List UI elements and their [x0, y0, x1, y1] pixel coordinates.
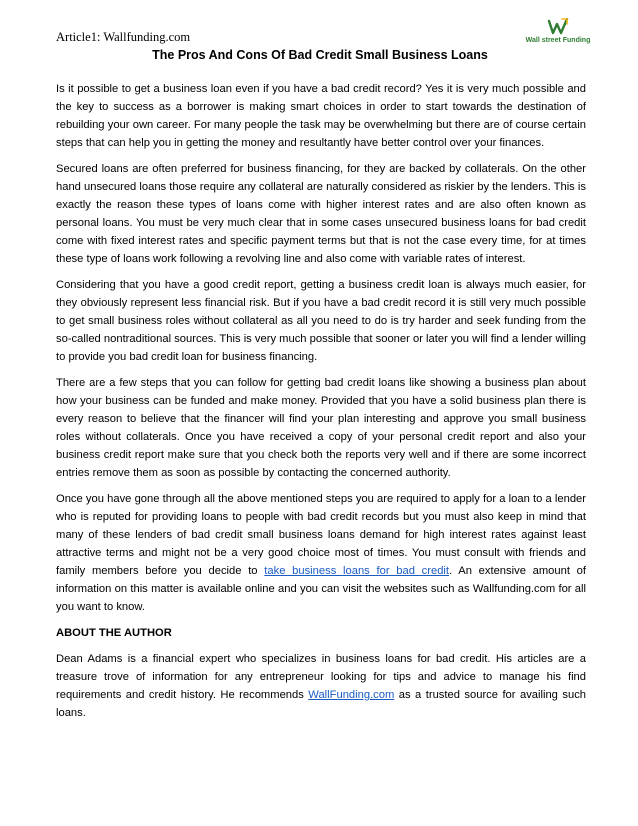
paragraph-5 — [56, 490, 586, 616]
paragraph-2: Secured loans are often preferred for business financing, for they are backed by collaterals. On the other hand unsecured loans those require any collateral are naturally considered as riskier by the lenders. This is exactly the reason these types of loans come with higher interest rates and are also often known as personal loans. You must be very much clear that in some cases unsecured business loans for bad credit come with fixed interest rates and specific payment terms but that is not the case every time, for at times these type of loans work following a revolving line and also come with variable rates of interest. — [56, 163, 586, 265]
logo-mark-icon — [547, 18, 569, 36]
article-title: The Pros And Cons Of Bad Credit Small Business Loans — [152, 48, 488, 62]
take-business-loans-link[interactable]: take business loans for bad credit — [264, 565, 450, 577]
about-author-heading: ABOUT THE AUTHOR — [56, 627, 172, 639]
wall-street-funding-logo — [518, 18, 598, 48]
paragraph-5-text-after: . An extensive amount of information on this matter is available online and you can visit the websites such as Wallfunding.com for all you want to know. — [56, 565, 587, 613]
article-body — [56, 80, 586, 730]
wallfunding-link[interactable]: WallFunding.com — [308, 689, 395, 701]
logo-text: Wall street Funding — [525, 37, 591, 44]
paragraph-4: There are a few steps that you can follow for getting bad credit loans like showing a business plan about how your business can be funded and make money. Provided that you have a solid business plan there is every reason to believe that the financer will find your plan interesting and approve you small business roles without collaterals. Once you have received a copy of your personal credit report and also your business credit report make sure that you check both the reports very well and if there are some incorrect entries remove them as soon as possible by contacting the concerned authority. — [56, 377, 586, 479]
author-paragraph — [56, 650, 586, 722]
paragraph-5-text-before: Once you have gone through all the above mentioned steps you are required to apply for a loan to a lender who is reputed for providing loans to people with bad credit records but you must also keep in mind that many of these lenders of bad credit small business loans demand for high interest rates against least attractive terms and might not be a very good choice most of times. You must consult with friends and family members before you decide to — [56, 493, 586, 577]
paragraph-1: Is it possible to get a business loan even if you have a bad credit record? Yes it is very much possible and the key to success as a borrower is making smart choices in order to start towards the destination of rebuilding your own career. For many people the task may be overwhelming but there are of course certain steps that can help you in getting the money and resultantly have better control over your finances. — [56, 83, 586, 149]
header-label: Article1: Wallfunding.com — [56, 30, 191, 44]
author-text-before: Dean Adams is a financial expert who specializes in business loans for bad credit. His articles are a treasure trove of information for any entrepreneur looking for tips and advice to manage his find requirements and credit history. He recommends — [56, 653, 586, 701]
author-text-after: as a trusted source for availing such loans. — [56, 689, 587, 719]
paragraph-3: Considering that you have a good credit report, getting a business credit loan is always much easier, for they obviously represent less financial risk. But if you have a bad credit record it is still very much possible to get small business roles without collateral as all you need to do is try harder and seek funding from the so-called nontraditional sources. This is very much possible that sooner or later you will find a lender willing to provide you bad credit loan for business financing. — [56, 279, 586, 363]
